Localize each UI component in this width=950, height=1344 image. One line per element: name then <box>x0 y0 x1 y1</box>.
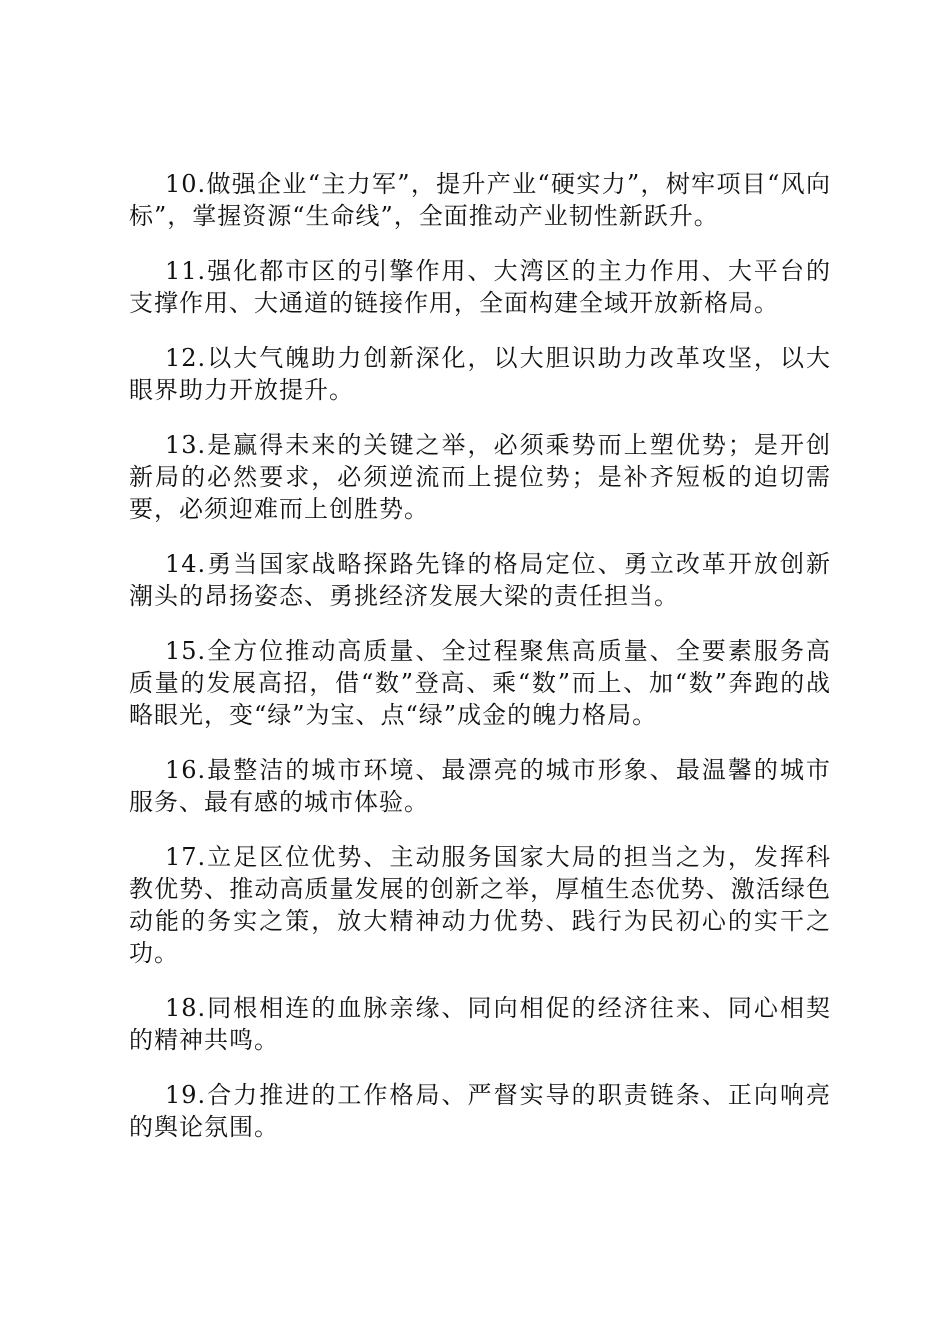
paragraph-16: 16.最整洁的城市环境、最漂亮的城市形象、最温馨的城市服务、最有感的城市体验。 <box>129 756 831 816</box>
paragraph-14: 14.勇当国家战略探路先锋的格局定位、勇立改革开放创新潮头的昂扬姿态、勇挑经济发展大梁的责任担当。 <box>129 550 831 610</box>
paragraph-12: 12.以大气魄助力创新深化，以大胆识助力改革攻坚，以大眼界助力开放提升。 <box>129 344 831 404</box>
paragraph-13: 13.是赢得未来的关键之举，必须乘势而上塑优势；是开创新局的必然要求，必须逆流而上提位势；是补齐短板的迫切需要，必须迎难而上创胜势。 <box>129 431 831 523</box>
document-body <box>129 168 831 1166</box>
paragraph-18: 18.同根相连的血脉亲缘、同向相促的经济往来、同心相契的精神共鸣。 <box>129 994 831 1054</box>
paragraph-10: 10.做强企业“主力军”，提升产业“硬实力”，树牢项目“风向标”，掌握资源“生命线”，全面推动产业韧性新跃升。 <box>129 170 831 230</box>
paragraph-19: 19.合力推进的工作格局、严督实导的职责链条、正向响亮的舆论氛围。 <box>129 1081 831 1141</box>
paragraph-15: 15.全方位推动高质量、全过程聚焦高质量、全要素服务高质量的发展高招，借“数”登高、乘“数”而上、加“数”奔跑的战略眼光，变“绿”为宝、点“绿”成金的魄力格局。 <box>129 637 831 729</box>
paragraph-17: 17.立足区位优势、主动服务国家大局的担当之为，发挥科教优势、推动高质量发展的创新之举，厚植生态优势、激活绿色动能的务实之策，放大精神动力优势、践行为民初心的实干之功。 <box>129 843 831 967</box>
paragraph-11: 11.强化都市区的引擎作用、大湾区的主力作用、大平台的支撑作用、大通道的链接作用，全面构建全域开放新格局。 <box>129 257 831 317</box>
